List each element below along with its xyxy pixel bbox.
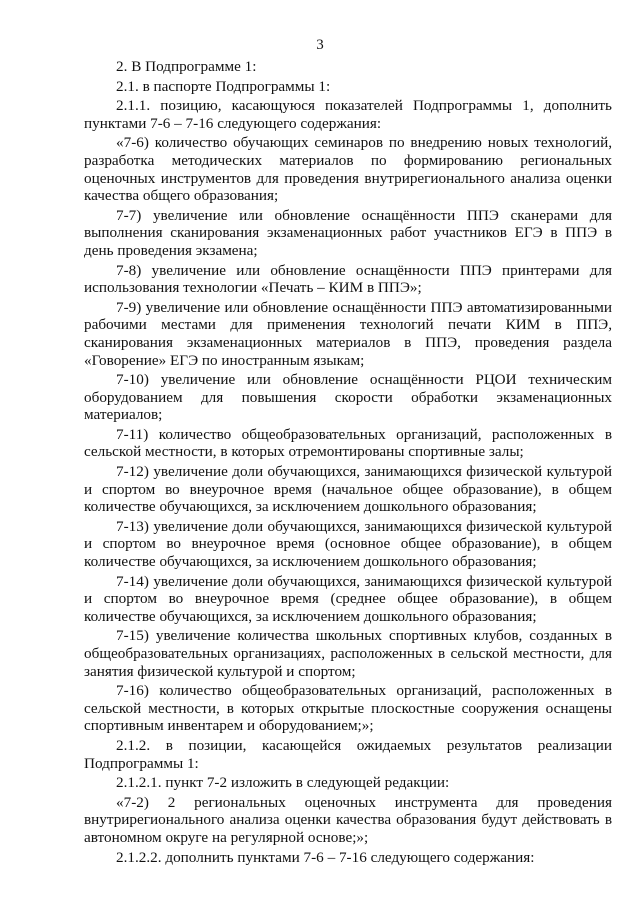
paragraph-section-2: 2. В Подпрограмме 1:: [116, 58, 257, 75]
paragraph-2-1-2-2: 2.1.2.2. дополнить пунктами 7-6 – 7-16 следующего содержания:: [116, 848, 535, 866]
paragraph-item-7-13: 7-13) увеличение доли обучающихся, занимающихся физической культурой и спортом во внеурочное время (основное общее образование), в общем количестве обучающихся, за исключением дошкольного образования;: [84, 517, 612, 571]
paragraph-item-7-9: 7-9) увеличение или обновление оснащённости ППЭ автоматизированными рабочими местами для применения технологий печати КИМ в ППЭ, сканирования экзаменационных материалов в ППЭ, проведения раздела «Говорение» ЕГЭ по иностранным языкам;: [84, 298, 612, 369]
paragraph-item-7-10: 7-10) увеличение или обновление оснащённости РЦОИ техническим оборудованием для повышения скорости обработки экзаменационных материалов;: [84, 371, 612, 424]
paragraph-item-7-8: 7-8) увеличение или обновление оснащённости ППЭ принтерами для использования технологии «Печать – КИМ в ППЭ»;: [84, 261, 612, 297]
paragraph-item-7-12: 7-12) увеличение доли обучающихся, занимающихся физической культурой и спортом во внеурочное время (начальное общее образование), в общем количестве обучающихся, за исключением дошкольного образования;: [84, 463, 612, 516]
paragraph-2-1: 2.1. в паспорте Подпрограммы 1:: [116, 77, 331, 95]
paragraph-item-7-2: «7-2) 2 региональных оценочных инструмента для проведения внутрирегионального анализа оценки качества образования будут действовать в автономном округе на регулярной основе;»;: [84, 793, 612, 846]
paragraph-item-7-11: 7-11) количество общеобразовательных организаций, расположенных в сельской местности, в которых отремонтированы спортивные залы;: [84, 425, 612, 461]
paragraph-2-1-2: 2.1.2. в позиции, касающейся ожидаемых результатов реализации Подпрограммы 1:: [84, 736, 612, 772]
paragraph-item-7-16: 7-16) количество общеобразовательных организаций, расположенных в сельской местности, в которых открытые плоскостные сооружения оснащены спортивным инвентарем и оборудованием;»;: [84, 682, 612, 735]
paragraph-2-1-2-1: 2.1.2.1. пункт 7-2 изложить в следующей редакции:: [116, 774, 450, 792]
paragraph-item-7-6: «7-6) количество обучающих семинаров по внедрению новых технологий, разработка методических материалов по формированию региональных оценочных инструментов для проведения внутрирегионального анализа оценки качества общего образования;: [84, 134, 612, 205]
page-number: 3: [316, 37, 324, 53]
document-body: [84, 58, 612, 866]
paragraph-item-7-7: 7-7) увеличение или обновление оснащённости ППЭ сканерами для выполнения сканирования экзаменационных работ участников ЕГЭ в ППЭ в день проведения экзамена;: [84, 206, 612, 259]
paragraph-2-1-1: 2.1.1. позицию, касающуюся показателей Подпрограммы 1, дополнить пунктами 7-6 – 7-16 следующего содержания:: [84, 97, 612, 132]
paragraph-item-7-15: 7-15) увеличение количества школьных спортивных клубов, созданных в общеобразовательных организациях, расположенных в сельской местности, для занятия физической культурой и спортом;: [84, 627, 612, 680]
paragraph-item-7-14: 7-14) увеличение доли обучающихся, занимающихся физической культурой и спортом во внеурочное время (среднее общее образование), в общем количестве обучающихся, за исключением дошкольного образования;: [84, 572, 612, 625]
